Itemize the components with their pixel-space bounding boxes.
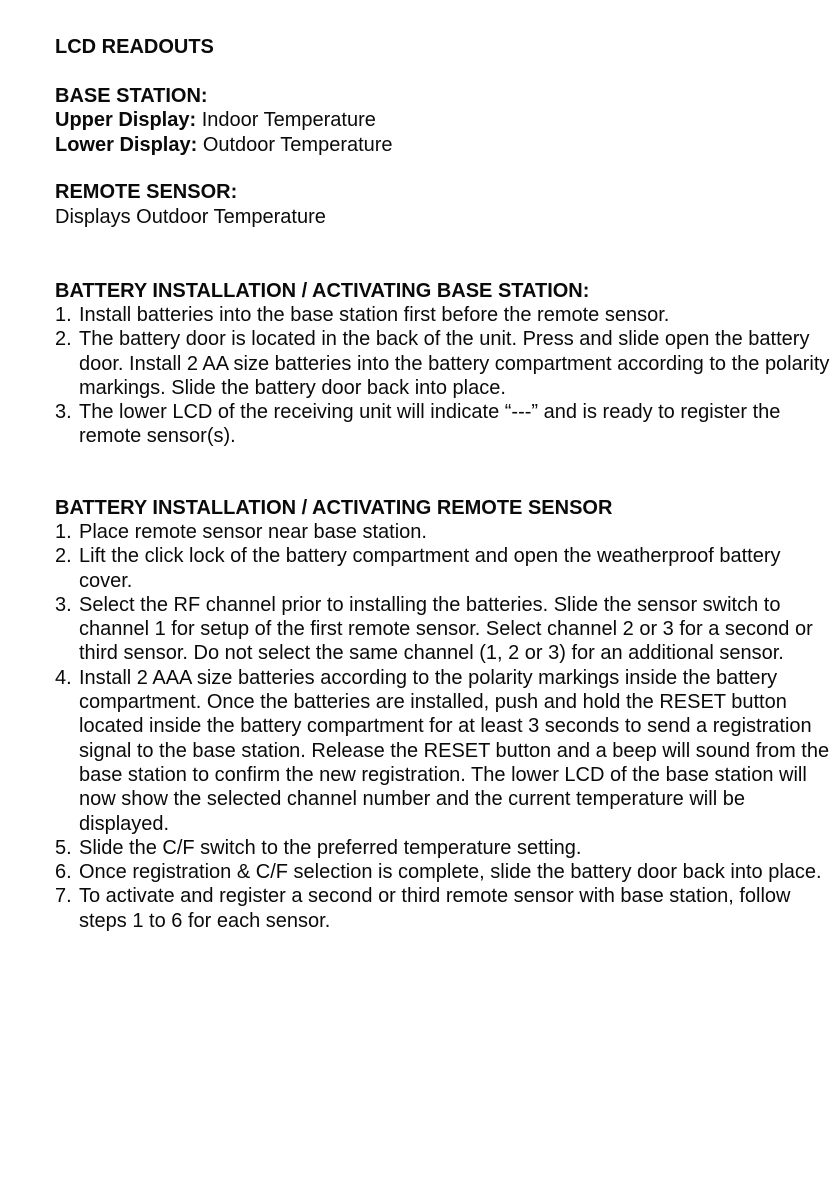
upper-display-label: Upper Display: <box>55 109 197 131</box>
list-item <box>55 544 838 593</box>
step-number: 5. <box>55 836 72 859</box>
step-number: 7. <box>55 885 72 908</box>
step-text: Install 2 AAA size batteries according to the polarity markings inside the battery compartment. Once the batteries are installed, push and hold the RESET button located inside the battery compartment for at least 3 seconds to send a registration signal to the base station. Release the RESET button and a beep will sound from the base station to confirm the new registration. The lower LCD of the base station will now show the selected channel number and the current temperature will be displayed. <box>79 666 830 835</box>
battery-remote-steps <box>55 520 838 933</box>
list-item <box>55 666 838 836</box>
step-number: 2. <box>55 545 72 568</box>
step-text: The lower LCD of the receiving unit will indicate “---” and is ready to register the remote sensor(s). <box>79 401 781 448</box>
list-item <box>55 303 838 327</box>
list-item <box>55 400 838 449</box>
step-number: 1. <box>55 521 72 543</box>
step-text: To activate and register a second or third remote sensor with base station, follow steps 1 to 6 for each sensor. <box>79 885 791 932</box>
list-item <box>55 860 838 884</box>
list-item <box>55 836 838 860</box>
step-number: 3. <box>55 401 72 424</box>
step-text: Once registration & C/F selection is complete, slide the battery door back into place. <box>79 861 822 884</box>
step-text: Install batteries into the base station first before the remote sensor. <box>79 304 670 326</box>
remote-sensor-heading: REMOTE SENSOR: <box>55 181 238 203</box>
page-title: LCD READOUTS <box>55 36 214 58</box>
step-number: 2. <box>55 328 72 351</box>
lower-display-label: Lower Display: <box>55 134 198 156</box>
list-item <box>55 520 838 544</box>
step-number: 4. <box>55 666 72 689</box>
step-number: 6. <box>55 861 72 884</box>
step-text: Slide the C/F switch to the preferred temperature setting. <box>79 836 582 859</box>
step-text: Place remote sensor near base station. <box>79 521 427 543</box>
upper-display-line <box>55 108 376 132</box>
battery-remote-heading: BATTERY INSTALLATION / ACTIVATING REMOTE SENSOR <box>55 497 613 519</box>
step-number: 1. <box>55 304 72 326</box>
lower-display-line <box>55 133 393 157</box>
upper-display-value: Indoor Temperature <box>196 109 376 131</box>
lower-display-value: Outdoor Temperature <box>197 134 393 156</box>
battery-base-steps <box>55 303 838 449</box>
list-item <box>55 884 838 933</box>
base-station-heading: BASE STATION: <box>55 85 208 107</box>
step-text: Lift the click lock of the battery compartment and open the weatherproof battery cover. <box>79 545 781 592</box>
step-text: The battery door is located in the back of the unit. Press and slide open the battery door. Install 2 AA size batteries into the battery compartment according to the polarity markings. Slide the battery door back into place. <box>79 328 830 399</box>
list-item <box>55 327 838 400</box>
step-text: Select the RF channel prior to installing the batteries. Slide the sensor switch to channel 1 for setup of the first remote sensor. Select channel 2 or 3 for a second or third sensor. Do not select the same channel (1, 2 or 3) for an additional sensor. <box>79 593 813 665</box>
battery-base-heading: BATTERY INSTALLATION / ACTIVATING BASE STATION: <box>55 280 590 302</box>
list-item <box>55 593 838 666</box>
remote-sensor-text: Displays Outdoor Temperature <box>55 206 326 228</box>
step-number: 3. <box>55 593 72 616</box>
